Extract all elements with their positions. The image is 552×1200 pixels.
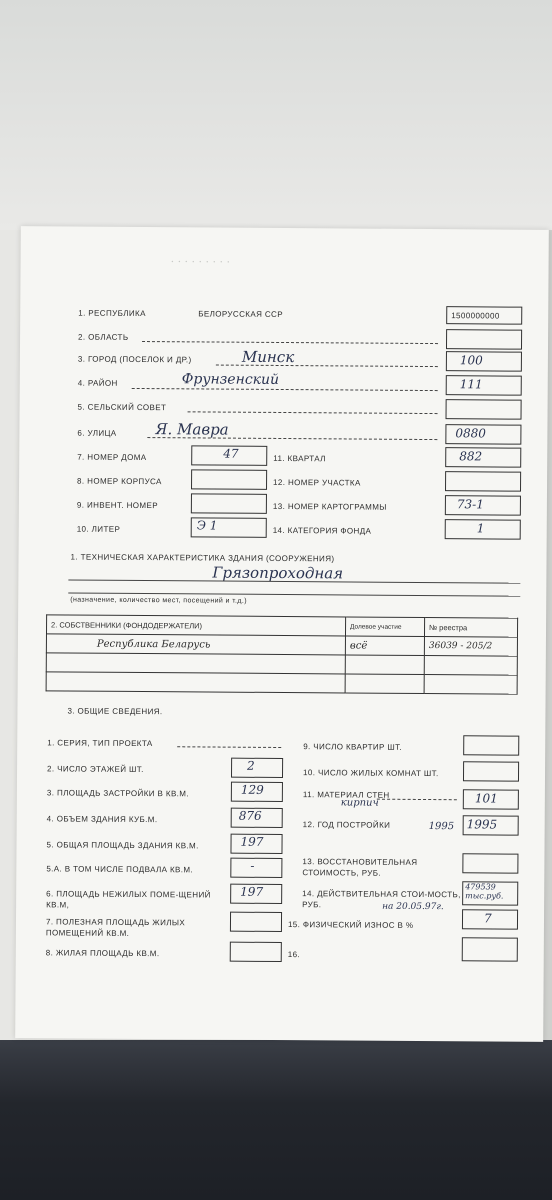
republic-label: 1. РЕСПУБЛИКА <box>78 308 146 319</box>
apartments-label: 9. ЧИСЛО КВАРТИР ШТ. <box>303 742 403 752</box>
volume-value: 876 <box>238 808 262 823</box>
year-label: 12. ГОД ПОСТРОЙКИ <box>302 820 391 830</box>
background-floor <box>0 1040 552 1200</box>
district-value: Фрунзенский <box>181 371 280 388</box>
actual-cost-value: 479539 тыс.руб. <box>465 882 504 901</box>
wall-material-line <box>377 799 457 801</box>
wall-material-value: кирпич <box>340 797 379 809</box>
tech-label: 1. ТЕХНИЧЕСКАЯ ХАРАКТЕРИСТИКА ЗДАНИЯ (СООРУЖЕНИЯ) <box>70 552 335 564</box>
basement-box <box>230 858 282 878</box>
actual-cost-date: на 20.05.97г. <box>382 901 444 913</box>
quarter-label: 11. КВАРТАЛ <box>273 453 326 464</box>
district-code: 111 <box>459 377 483 392</box>
tech-value: Грязопроходная <box>212 563 344 583</box>
street-value: Я. Мавра <box>155 420 229 439</box>
letter-label: 10. ЛИТЕР <box>76 524 121 534</box>
region-code-box <box>446 329 522 350</box>
village-line <box>188 411 438 414</box>
living-area-box <box>230 942 282 962</box>
district-code-box <box>446 375 522 396</box>
floors-label: 2. ЧИСЛО ЭТАЖЕЙ ШТ. <box>47 764 144 775</box>
living-area-label: 8. ЖИЛАЯ ПЛОЩАДЬ КВ.М. <box>45 948 160 959</box>
item-16-box <box>462 937 518 961</box>
total-area-value: 197 <box>240 834 264 849</box>
fund-label: 14. КАТЕГОРИЯ ФОНДА <box>272 525 372 536</box>
series-label: 1. СЕРИЯ, ТИП ПРОЕКТА <box>47 738 153 749</box>
year-value: 1995 <box>428 821 455 833</box>
built-area-value: 129 <box>240 782 264 797</box>
wall-material-code: 101 <box>474 791 498 806</box>
item-16-label: 16. <box>287 950 301 960</box>
year-box-value: 1995 <box>466 817 498 832</box>
region-line <box>142 341 438 344</box>
bleed-through-marks: · · · · · · · · · <box>170 255 231 269</box>
wear-label: 15. ФИЗИЧЕСКИЙ ИЗНОС В % <box>287 920 414 930</box>
block-label: 8. НОМЕР КОРПУСА <box>77 476 162 487</box>
rooms-label: 10. ЧИСЛО ЖИЛЫХ КОМНАТ ШТ. <box>303 768 439 779</box>
street-line <box>147 437 437 440</box>
nonresidential-label: 6. ПЛОЩАДЬ НЕЖИЛЫХ ПОМЕ-ЩЕНИЙ КВ.М, <box>46 889 211 910</box>
city-value: Минск <box>241 347 295 367</box>
basement-value: - <box>250 858 255 873</box>
owner-header: 2. СОБСТВЕННИКИ (ФОНДОДЕРЖАТЕЛИ) <box>46 615 345 636</box>
wall-material-label: 11. МАТЕРИАЛ СТЕН <box>302 790 390 800</box>
plot-label: 12. НОМЕР УЧАСТКА <box>273 477 361 488</box>
republic-code: 1500000000 <box>451 311 500 321</box>
plot-box <box>445 471 521 492</box>
tech-line-1 <box>68 580 520 584</box>
city-label: 3. ГОРОД (ПОСЕЛОК И ДР.) <box>77 354 192 365</box>
useful-area-box <box>230 912 282 932</box>
city-code-box <box>446 351 522 372</box>
owners-table <box>46 614 519 694</box>
restoration-cost-box <box>462 853 518 873</box>
quarter-value: 882 <box>459 449 483 464</box>
tech-note: (назначение, количество мест, посещений и т.д.) <box>70 596 247 605</box>
street-label: 6. УЛИЦА <box>77 428 117 438</box>
city-line <box>216 365 438 368</box>
cartogram-label: 13. НОМЕР КАРТОГРАММЫ <box>272 501 387 512</box>
rooms-box <box>463 761 519 781</box>
village-code-box <box>446 399 522 420</box>
registry-cell: 36039 - 205/2 <box>424 636 517 656</box>
total-area-label: 5. ОБЩАЯ ПЛОЩАДЬ ЗДАНИЯ КВ.М. <box>46 840 199 851</box>
inventory-box <box>191 493 267 514</box>
basement-label: 5.А. В ТОМ ЧИСЛЕ ПОДВАЛА КВ.М. <box>46 864 194 875</box>
district-label: 4. РАЙОН <box>77 378 118 388</box>
built-area-label: 3. ПЛОЩАДЬ ЗАСТРОЙКИ В КВ.М. <box>46 788 190 799</box>
wear-value: 7 <box>483 911 492 926</box>
share-header: Долевое участие <box>345 617 424 637</box>
letter-value: Э 1 <box>196 518 218 533</box>
house-label: 7. НОМЕР ДОМА <box>77 452 147 463</box>
series-line <box>177 746 281 748</box>
republic-value: БЕЛОРУССКАЯ ССР <box>198 309 284 319</box>
cartogram-value: 73-1 <box>456 497 484 512</box>
useful-area-label: 7. ПОЛЕЗНАЯ ПЛОЩАДЬ ЖИЛЫХ ПОМЕЩЕНИЙ КВ.М. <box>45 917 186 938</box>
document-sheet <box>15 226 549 1042</box>
owner-cell: Республика Беларусь <box>46 634 345 655</box>
floors-value: 2 <box>247 758 255 773</box>
registry-header: № реестра <box>424 617 517 637</box>
district-line <box>132 388 438 391</box>
fund-value: 1 <box>476 521 485 536</box>
share-cell: всё <box>345 636 424 656</box>
region-label: 2. ОБЛАСТЬ <box>78 332 129 342</box>
city-code: 100 <box>459 353 483 368</box>
village-label: 5. СЕЛЬСКИЙ СОВЕТ <box>77 402 167 413</box>
house-value: 47 <box>223 446 239 461</box>
actual-cost-label: 14. ДЕЙСТВИТЕЛЬНАЯ СТОИ-МОСТЬ, РУБ. <box>302 889 461 910</box>
street-code: 0880 <box>455 426 487 441</box>
apartments-box <box>463 735 519 755</box>
restoration-cost-label: 13. ВОССТАНОВИТЕЛЬНАЯ СТОИМОСТЬ, РУБ. <box>302 857 418 878</box>
inventory-label: 9. ИНВЕНТ. НОМЕР <box>76 500 158 511</box>
volume-label: 4. ОБЪЕМ ЗДАНИЯ КУБ.М. <box>46 814 158 825</box>
background-top <box>0 0 552 230</box>
quarter-box <box>445 447 521 468</box>
floors-box <box>231 758 283 778</box>
general-title: 3. ОБЩИЕ СВЕДЕНИЯ. <box>67 706 163 717</box>
owners-row <box>46 672 517 694</box>
nonresidential-value: 197 <box>240 884 264 899</box>
block-box <box>191 469 267 490</box>
